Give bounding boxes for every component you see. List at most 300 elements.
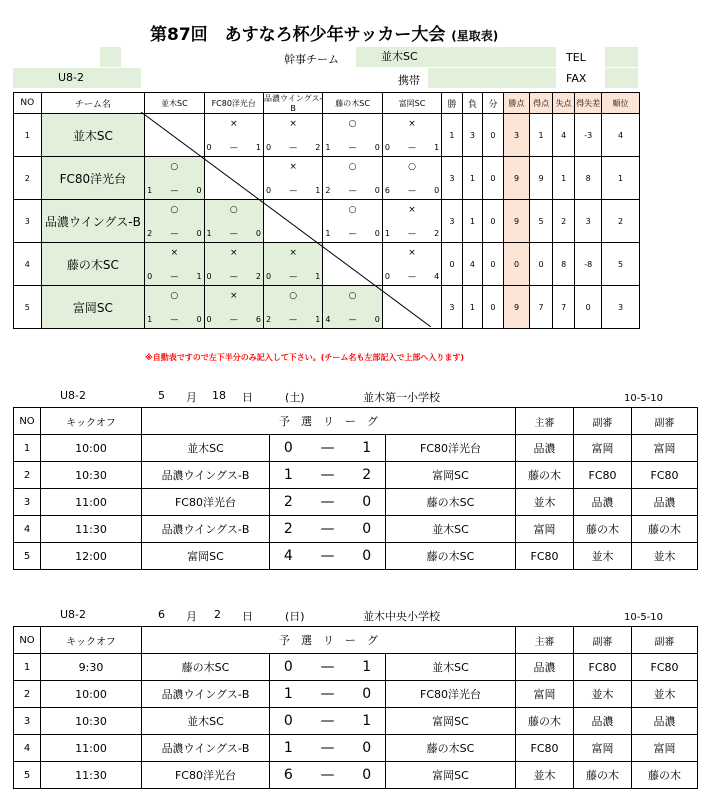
- away-score: 0: [362, 521, 372, 537]
- score-for: 2: [325, 186, 331, 195]
- score-against: 1: [255, 143, 261, 152]
- score-for: 0: [206, 143, 212, 152]
- score-dash: —: [348, 143, 357, 152]
- score-wrap: [270, 494, 385, 510]
- score-against: 1: [196, 272, 202, 281]
- schedule-header-no: NO: [14, 627, 41, 654]
- score-dash: —: [320, 740, 335, 756]
- match-row: [14, 462, 698, 489]
- score-for: 6: [384, 186, 390, 195]
- kanji-label: 幹事チーム: [284, 53, 339, 66]
- score-against: 0: [374, 186, 380, 195]
- result-mark: ×: [170, 248, 179, 258]
- schedule-header-referee: 主審: [516, 627, 574, 654]
- match-number: 1: [14, 435, 41, 462]
- fax-box: [605, 68, 638, 88]
- kickoff-time: 11:00: [41, 735, 142, 762]
- referee: 品濃: [516, 435, 574, 462]
- kickoff-time: 10:00: [41, 681, 142, 708]
- home-team: 品濃ウイングス-B: [142, 462, 270, 489]
- team-stat: 3: [503, 114, 530, 157]
- team-stat: 3: [575, 200, 602, 243]
- schedule-header-referee: 主審: [516, 408, 574, 435]
- team-stat: 1: [530, 114, 553, 157]
- home-score: 4: [283, 548, 293, 564]
- diagonal-line: [141, 112, 431, 327]
- score-against: 2: [434, 229, 440, 238]
- league-header-row: [14, 93, 640, 114]
- league-header-cell: 失点: [552, 93, 575, 114]
- team-stat: -8: [575, 243, 602, 286]
- team-number: 4: [14, 243, 42, 286]
- kickoff-time: 10:30: [41, 708, 142, 735]
- team-number: 1: [14, 114, 42, 157]
- away-team: 富岡SC: [386, 762, 516, 789]
- score-dash: —: [229, 143, 238, 152]
- match-number: 5: [14, 543, 41, 570]
- kickoff-time: 9:30: [41, 654, 142, 681]
- away-team: FC80洋光台: [386, 681, 516, 708]
- team-stat: 3: [442, 200, 462, 243]
- assistant-referee-1: 藤の木: [574, 516, 632, 543]
- home-score: 0: [283, 440, 293, 456]
- away-score: 1: [362, 713, 372, 729]
- score-against: 2: [315, 143, 321, 152]
- league-header-cell: 負: [462, 93, 482, 114]
- score-dash: —: [320, 548, 335, 564]
- team-stat: 1: [602, 157, 640, 200]
- team-name: 富岡SC: [41, 286, 144, 329]
- match-row: [14, 654, 698, 681]
- assistant-referee-2: 富岡: [632, 435, 698, 462]
- page-title: [150, 20, 498, 45]
- score-for: 0: [384, 143, 390, 152]
- match-row: [14, 516, 698, 543]
- away-score: 2: [362, 467, 372, 483]
- match-score: [270, 543, 386, 570]
- score-dash: —: [170, 272, 179, 281]
- team-stat: 0: [483, 286, 503, 329]
- title-main: 第87回 あすなろ杯少年サッカー大会: [150, 25, 446, 45]
- away-team: 並木SC: [386, 516, 516, 543]
- away-score: 0: [362, 767, 372, 783]
- result-mark: ×: [289, 248, 297, 258]
- score-dash: —: [348, 229, 357, 238]
- score-for: 1: [384, 229, 390, 238]
- match-number: 3: [14, 708, 41, 735]
- team-stat: 1: [552, 157, 575, 200]
- score-dash: —: [320, 467, 335, 483]
- home-team: 藤の木SC: [142, 654, 270, 681]
- score-wrap: [270, 521, 385, 537]
- score-dash: —: [348, 186, 357, 195]
- home-team: FC80洋光台: [142, 489, 270, 516]
- score-against: 0: [196, 229, 202, 238]
- match-number: 4: [14, 735, 41, 762]
- result-mark: ○: [348, 119, 357, 129]
- league-header-cell: 並木SC: [145, 93, 204, 114]
- mobile-box: [428, 68, 556, 88]
- score-against: 1: [434, 143, 440, 152]
- kickoff-time: 11:00: [41, 489, 142, 516]
- team-stat: 0: [483, 243, 503, 286]
- score-against: 4: [434, 272, 440, 281]
- referee: 藤の木: [516, 708, 574, 735]
- score-for: 4: [325, 315, 331, 324]
- result-mark: ×: [289, 119, 297, 129]
- assistant-referee-2: 藤の木: [632, 762, 698, 789]
- match-number: 3: [14, 489, 41, 516]
- team-stat: 3: [442, 286, 462, 329]
- result-mark: ○: [348, 291, 357, 301]
- team-stat: 0: [483, 200, 503, 243]
- day1-month-unit: 月: [186, 391, 197, 404]
- mobile-label: 携帯: [398, 74, 420, 87]
- match-row: [14, 543, 698, 570]
- match-row: [14, 435, 698, 462]
- away-team: 富岡SC: [386, 462, 516, 489]
- score-for: 0: [265, 272, 272, 281]
- match-row: [14, 735, 698, 762]
- team-number: 5: [14, 286, 42, 329]
- score-dash: —: [408, 143, 417, 152]
- result-mark: ○: [170, 205, 179, 215]
- home-team: 品濃ウイングス-B: [142, 735, 270, 762]
- schedule-header-assistant2: 副審: [632, 627, 698, 654]
- away-team: 藤の木SC: [386, 543, 516, 570]
- division-label: U8-2: [13, 68, 141, 88]
- referee: FC80: [516, 543, 574, 570]
- score-for: 0: [206, 315, 212, 324]
- league-header-cell: FC80洋光台: [204, 93, 263, 114]
- score-dash: —: [320, 440, 335, 456]
- home-score: 2: [283, 494, 293, 510]
- day1-division: U8-2: [60, 389, 87, 402]
- league-header-cell: 順位: [602, 93, 640, 114]
- team-stat: 0: [575, 286, 602, 329]
- team-stat: 4: [462, 243, 482, 286]
- score-against: 1: [315, 272, 321, 281]
- score-dash: —: [320, 494, 335, 510]
- home-team: 並木SC: [142, 435, 270, 462]
- assistant-referee-1: 品濃: [574, 708, 632, 735]
- team-stat: 8: [575, 157, 602, 200]
- day2-day: 2: [214, 608, 221, 621]
- away-score: 1: [362, 659, 372, 675]
- score-dash: —: [320, 767, 335, 783]
- score-wrap: [270, 659, 385, 675]
- kickoff-time: 11:30: [41, 516, 142, 543]
- team-stat: 2: [602, 200, 640, 243]
- score-against: 0: [434, 186, 440, 195]
- team-stat: 0: [483, 157, 503, 200]
- match-score: [270, 735, 386, 762]
- league-header-cell: 得点: [530, 93, 553, 114]
- score-wrap: [270, 440, 385, 456]
- league-header-cell: 勝点: [503, 93, 530, 114]
- result-mark: ×: [229, 119, 238, 129]
- match-score: [270, 435, 386, 462]
- score-wrap: [270, 548, 385, 564]
- team-stat: 9: [530, 157, 553, 200]
- result-mark: ×: [408, 119, 416, 129]
- info-green-box: [100, 47, 121, 67]
- league-header-cell: 得失差: [575, 93, 602, 114]
- result-mark: ○: [170, 291, 179, 301]
- score-for: 0: [265, 186, 272, 195]
- assistant-referee-1: 並木: [574, 543, 632, 570]
- result-mark: ×: [229, 248, 238, 258]
- score-for: 1: [147, 315, 153, 324]
- away-team: FC80洋光台: [386, 435, 516, 462]
- match-score: [270, 654, 386, 681]
- score-against: 2: [255, 272, 261, 281]
- match-score: [270, 462, 386, 489]
- match-score: [270, 516, 386, 543]
- team-stat: 9: [503, 157, 530, 200]
- league-header-cell: 勝: [442, 93, 462, 114]
- team-name: 並木SC: [41, 114, 144, 157]
- away-score: 0: [362, 740, 372, 756]
- score-dash: —: [408, 229, 417, 238]
- team-number: 2: [14, 157, 42, 200]
- score-dash: —: [289, 186, 298, 195]
- score-for: 2: [147, 229, 153, 238]
- score-for: 0: [384, 272, 390, 281]
- kanji-value: 並木SC: [356, 47, 556, 67]
- day2-weekday: (日): [285, 610, 305, 623]
- team-name: 藤の木SC: [41, 243, 144, 286]
- day2-venue: 並木中央小学校: [363, 610, 440, 623]
- team-stat: 3: [462, 114, 482, 157]
- schedule-header-row: [14, 408, 698, 435]
- home-team: 富岡SC: [142, 543, 270, 570]
- team-stat: 3: [442, 157, 462, 200]
- score-against: 0: [196, 315, 202, 324]
- team-stat: 5: [602, 243, 640, 286]
- home-score: 0: [283, 713, 293, 729]
- score-wrap: [270, 686, 385, 702]
- assistant-referee-1: FC80: [574, 654, 632, 681]
- home-team: 品濃ウイングス-B: [142, 516, 270, 543]
- match-number: 2: [14, 681, 41, 708]
- score-against: 0: [374, 143, 380, 152]
- schedule-header-no: NO: [14, 408, 41, 435]
- score-dash: —: [170, 315, 179, 324]
- tel-box: [605, 47, 638, 67]
- away-team: 藤の木SC: [386, 489, 516, 516]
- home-score: 6: [283, 767, 293, 783]
- score-wrap: [270, 467, 385, 483]
- kickoff-time: 10:30: [41, 462, 142, 489]
- result-mark: ○: [408, 162, 416, 172]
- away-team: 藤の木SC: [386, 735, 516, 762]
- match-score: [270, 681, 386, 708]
- score-for: 1: [147, 186, 153, 195]
- schedule-header-assistant1: 副審: [574, 627, 632, 654]
- team-stat: 8: [552, 243, 575, 286]
- league-header-cell: チーム名: [41, 93, 144, 114]
- day2-division: U8-2: [60, 608, 87, 621]
- score-dash: —: [289, 315, 298, 324]
- score-for: 0: [265, 143, 272, 152]
- referee: 富岡: [516, 516, 574, 543]
- assistant-referee-2: 品濃: [632, 708, 698, 735]
- assistant-referee-2: FC80: [632, 654, 698, 681]
- day2-code: 10-5-10: [624, 612, 664, 623]
- score-dash: —: [320, 521, 335, 537]
- kickoff-time: 12:00: [41, 543, 142, 570]
- schedule-header-kickoff: キックオフ: [41, 627, 142, 654]
- score-dash: —: [289, 272, 298, 281]
- home-score: 2: [283, 521, 293, 537]
- referee: 藤の木: [516, 462, 574, 489]
- away-score: 1: [362, 440, 372, 456]
- assistant-referee-1: 富岡: [574, 735, 632, 762]
- assistant-referee-2: 並木: [632, 681, 698, 708]
- score-for: 0: [206, 272, 212, 281]
- day2-day-unit: 日: [242, 610, 253, 623]
- assistant-referee-2: FC80: [632, 462, 698, 489]
- instruction-note: ※自動表ですので左下半分のみ記入して下さい。(チーム名も左部記入で上部へ入ります): [145, 353, 465, 362]
- result-mark: ○: [348, 205, 357, 215]
- team-stat: 4: [552, 114, 575, 157]
- team-stat: 2: [552, 200, 575, 243]
- team-stat: 7: [530, 286, 553, 329]
- day1-venue: 並木第一小学校: [363, 391, 440, 404]
- result-mark: ○: [289, 291, 298, 301]
- score-for: 1: [325, 143, 331, 152]
- score-dash: —: [320, 713, 335, 729]
- score-against: 1: [315, 315, 321, 324]
- assistant-referee-1: 富岡: [574, 435, 632, 462]
- fax-label: FAX: [566, 72, 587, 85]
- match-row: [14, 489, 698, 516]
- team-stat: 0: [442, 243, 462, 286]
- assistant-referee-2: 並木: [632, 543, 698, 570]
- match-number: 5: [14, 762, 41, 789]
- assistant-referee-1: FC80: [574, 462, 632, 489]
- team-stat: 1: [442, 114, 462, 157]
- day2-month-unit: 月: [186, 610, 197, 623]
- team-stat: 0: [530, 243, 553, 286]
- day2-month: 6: [158, 608, 165, 621]
- team-stat: 3: [602, 286, 640, 329]
- schedule-header-row: [14, 627, 698, 654]
- score-dash: —: [289, 143, 298, 152]
- day1-code: 10-5-10: [624, 393, 664, 404]
- score-dash: —: [320, 686, 335, 702]
- result-mark: ×: [289, 162, 297, 172]
- kickoff-time: 11:30: [41, 762, 142, 789]
- schedule-header-assistant1: 副審: [574, 408, 632, 435]
- score-against: 1: [315, 186, 321, 195]
- referee: FC80: [516, 735, 574, 762]
- day1-schedule-table: [13, 407, 698, 570]
- league-header-cell: 富岡SC: [382, 93, 441, 114]
- assistant-referee-1: 並木: [574, 681, 632, 708]
- score-for: 1: [325, 229, 331, 238]
- league-header-cell: 藤の木SC: [323, 93, 382, 114]
- team-stat: 1: [462, 157, 482, 200]
- assistant-referee-2: 富岡: [632, 735, 698, 762]
- day1-weekday: (土): [285, 391, 305, 404]
- score-against: 0: [196, 186, 202, 195]
- assistant-referee-1: 品濃: [574, 489, 632, 516]
- score-for: 1: [206, 229, 212, 238]
- match-number: 1: [14, 654, 41, 681]
- assistant-referee-2: 品濃: [632, 489, 698, 516]
- referee: 品濃: [516, 654, 574, 681]
- score-against: 6: [255, 315, 261, 324]
- home-team: 品濃ウイングス-B: [142, 681, 270, 708]
- score-against: 0: [255, 229, 261, 238]
- team-name: 品濃ウイングス-B: [41, 200, 144, 243]
- team-number: 3: [14, 200, 42, 243]
- referee: 並木: [516, 489, 574, 516]
- team-stat: 7: [552, 286, 575, 329]
- day1-month: 5: [158, 389, 165, 402]
- schedule-header-league: 予 選 リ ー グ: [142, 627, 516, 654]
- league-header-cell: 品濃ウイングス-B: [263, 94, 323, 113]
- result-mark: ×: [408, 205, 416, 215]
- team-stat: 1: [462, 200, 482, 243]
- league-header-cell: NO: [14, 93, 42, 114]
- team-stat: 1: [462, 286, 482, 329]
- assistant-referee-1: 藤の木: [574, 762, 632, 789]
- score-dash: —: [408, 272, 417, 281]
- home-score: 1: [283, 467, 293, 483]
- result-mark: ×: [229, 291, 238, 301]
- match-number: 2: [14, 462, 41, 489]
- score-for: 2: [265, 315, 272, 324]
- score-dash: —: [170, 186, 179, 195]
- score-wrap: [270, 767, 385, 783]
- home-score: 0: [283, 659, 293, 675]
- home-team: 並木SC: [142, 708, 270, 735]
- schedule-header-league: 予 選 リ ー グ: [142, 408, 516, 435]
- home-score: 1: [283, 686, 293, 702]
- match-row: [14, 681, 698, 708]
- day1-day-unit: 日: [242, 391, 253, 404]
- away-team: 富岡SC: [386, 708, 516, 735]
- schedule-header-assistant2: 副審: [632, 408, 698, 435]
- score-for: 0: [147, 272, 153, 281]
- away-score: 0: [362, 548, 372, 564]
- score-dash: —: [320, 659, 335, 675]
- team-stat: 4: [602, 114, 640, 157]
- score-wrap: [270, 713, 385, 729]
- result-mark: ○: [170, 162, 179, 172]
- score-against: 0: [374, 315, 380, 324]
- score-dash: —: [229, 229, 238, 238]
- team-stat: -3: [575, 114, 602, 157]
- match-row: [14, 708, 698, 735]
- away-team: 並木SC: [386, 654, 516, 681]
- tel-label: TEL: [566, 51, 586, 64]
- team-stat: 0: [503, 243, 530, 286]
- referee: 富岡: [516, 681, 574, 708]
- away-score: 0: [362, 686, 372, 702]
- match-score: [270, 489, 386, 516]
- score-wrap: [270, 740, 385, 756]
- away-score: 0: [362, 494, 372, 510]
- league-header-cell: 分: [483, 93, 503, 114]
- match-number: 4: [14, 516, 41, 543]
- home-score: 1: [283, 740, 293, 756]
- team-name: FC80洋光台: [41, 157, 144, 200]
- kickoff-time: 10:00: [41, 435, 142, 462]
